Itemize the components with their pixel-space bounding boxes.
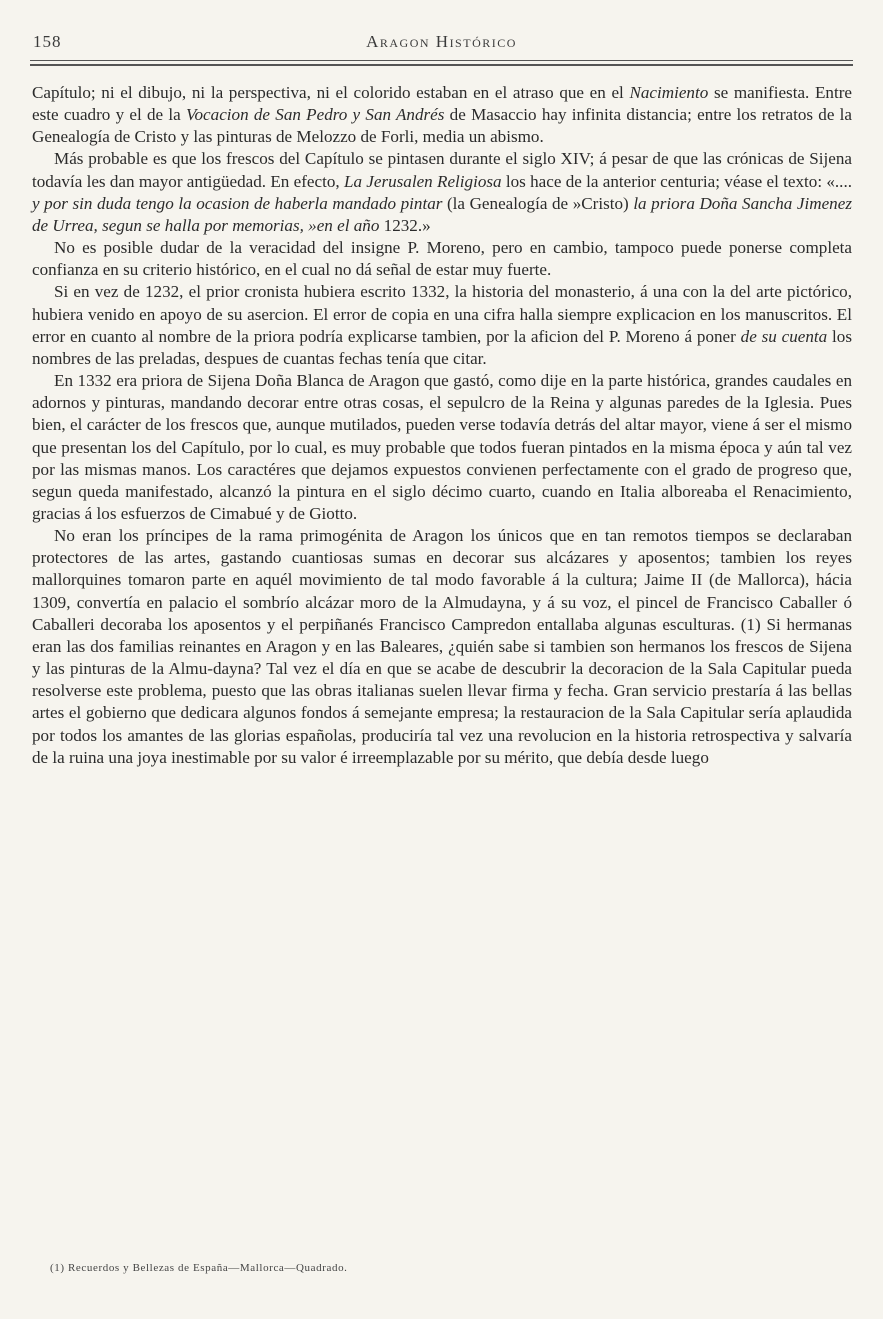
text-run: de Masaccio hay infinita distancia; entre los retratos de la Genealogía de Cristo y las pinturas de Melozzo de Forli, media un abismo. (32, 105, 852, 147)
text-run: No es posible dudar de la veracidad del insigne P. Moreno, pero en cambio, tampoco puede ponerse completa confianza en su criterio histórico, en el cual no dá señal de estar muy fuerte. (32, 238, 852, 280)
page-header (30, 28, 853, 64)
text-run: No eran los príncipes de la rama primogénita de Aragon los únicos que en tan remotos tiempos se declaraban protectores de las artes, gastando cuantiosas sumas en decorar sus alcázares y aposentos; tambien los reyes mallorquines tomaron parte en aquél movimiento de tal modo favorable á la cultura; Jaime II (de Mallorca), hácia 1309, convertía en palacio el sombrío alcázar moro de la Almudayna, y á su voz, el pincel de Francisco Caballer ó Caballeri decoraba los aposentos y el perpiñanés Francisco Campredon entallaba algunas esculturas. (1) Si hermanas eran las dos familias reinantes en Aragon y en las Baleares, ¿quién sabe si tambien son hermanos los frescos de Sijena y las pinturas de la Almu-dayna? Tal vez el día en que se acabe de descubrir la decoracion de la Sala Capitular pueda resolverse este problema, puesto que las obras italianas suelen llevar firma y fecha. Gran servicio prestaría á las bellas artes el gobierno que dedicara algunos fondos á semejante empresa; la restauracion de la Sala Capitular sería aplaudida por todos los amantes de las glorias españolas, produciría tal vez una revolucion en la historia retrospectiva y salvaría de la ruina una joya inestimable por su valor é irreemplazable por su mérito, que debía desde luego (32, 526, 852, 767)
paragraph (32, 370, 852, 525)
header-rule-thick (30, 64, 853, 66)
footnote: (1) Recuerdos y Bellezas de España—Mallorca—Quadrado. (50, 1262, 348, 1274)
italic-text: y por sin duda tengo la ocasion de haberla mandado pintar (32, 193, 443, 213)
italic-text: La Jerusalen Religiosa (343, 171, 502, 191)
text-run: Más probable es que los frescos del Capítulo se pintasen durante el siglo XIV; á pesar de que las crónicas de Sijena todavía les dan mayor antigüedad. En efecto, (32, 149, 852, 191)
text-run: 1232.» (379, 215, 431, 235)
italic-text: Nacimiento (629, 83, 709, 102)
body-text (32, 82, 852, 769)
text-run: Si en vez de 1232, el prior cronista hubiera escrito 1332, la historia del monasterio, á una con la del arte pictórico, hubiera venido en apoyo de su asercion. El error de copia en una cifra halla siempre explicacion en los manuscritos. El error en cuanto al nombre de la priora podría explicarse tambien, por la aficion del P. Moreno á poner (32, 282, 852, 346)
paragraph (32, 148, 852, 237)
running-title: Aragon Histórico (366, 32, 517, 51)
paragraph (32, 82, 852, 148)
header-rule-thin (30, 60, 853, 61)
italic-text: de su cuenta (740, 326, 828, 346)
text-run: los nombres de las preladas, despues de cuantas fechas tenía que citar. (32, 326, 852, 368)
page-number: 158 (33, 32, 62, 51)
paragraph (32, 525, 852, 769)
text-run: Capítulo; ni el dibujo, ni la perspectiva, ni el colorido estaban en el atraso que en el (32, 83, 630, 102)
text-run: se manifiesta. Entre este cuadro y el de la (32, 83, 852, 125)
paragraph (32, 237, 852, 281)
italic-text: Vocacion de San Pedro y San Andrés (185, 105, 445, 125)
italic-text: la priora Doña Sancha Jimenez de Urrea, segun se halla por memorias, »en el año (32, 193, 852, 235)
text-run: (la Genealogía de »Cristo) (442, 193, 634, 213)
text-run: En 1332 era priora de Sijena Doña Blanca de Aragon que gastó, como dije en la parte histórica, grandes caudales en adornos y pinturas, mandando decorar entre otras cosas, el sepulcro de la Reina y algunas paredes de la Iglesia. Pues bien, el carácter de los frescos que, aunque mutilados, pueden verse todavía detrás del altar mayor, viene á ser el mismo que presentan los del Capítulo, por lo cual, es muy probable que todos fueran pintados en la misma época y aún tal vez por las mismas manos. Los caractéres que dejamos expuestos convienen perfectamente con el grado de progreso que, segun queda manifestado, alcanzó la pintura en el siglo décimo cuarto, cuando en Italia alboreaba el Renacimiento, gracias á los esfuerzos de Cimabué y de Giotto. (32, 371, 852, 523)
text-run: los hace de la anterior centuria; véase el texto: «.... (501, 171, 852, 191)
paragraph (32, 281, 852, 370)
